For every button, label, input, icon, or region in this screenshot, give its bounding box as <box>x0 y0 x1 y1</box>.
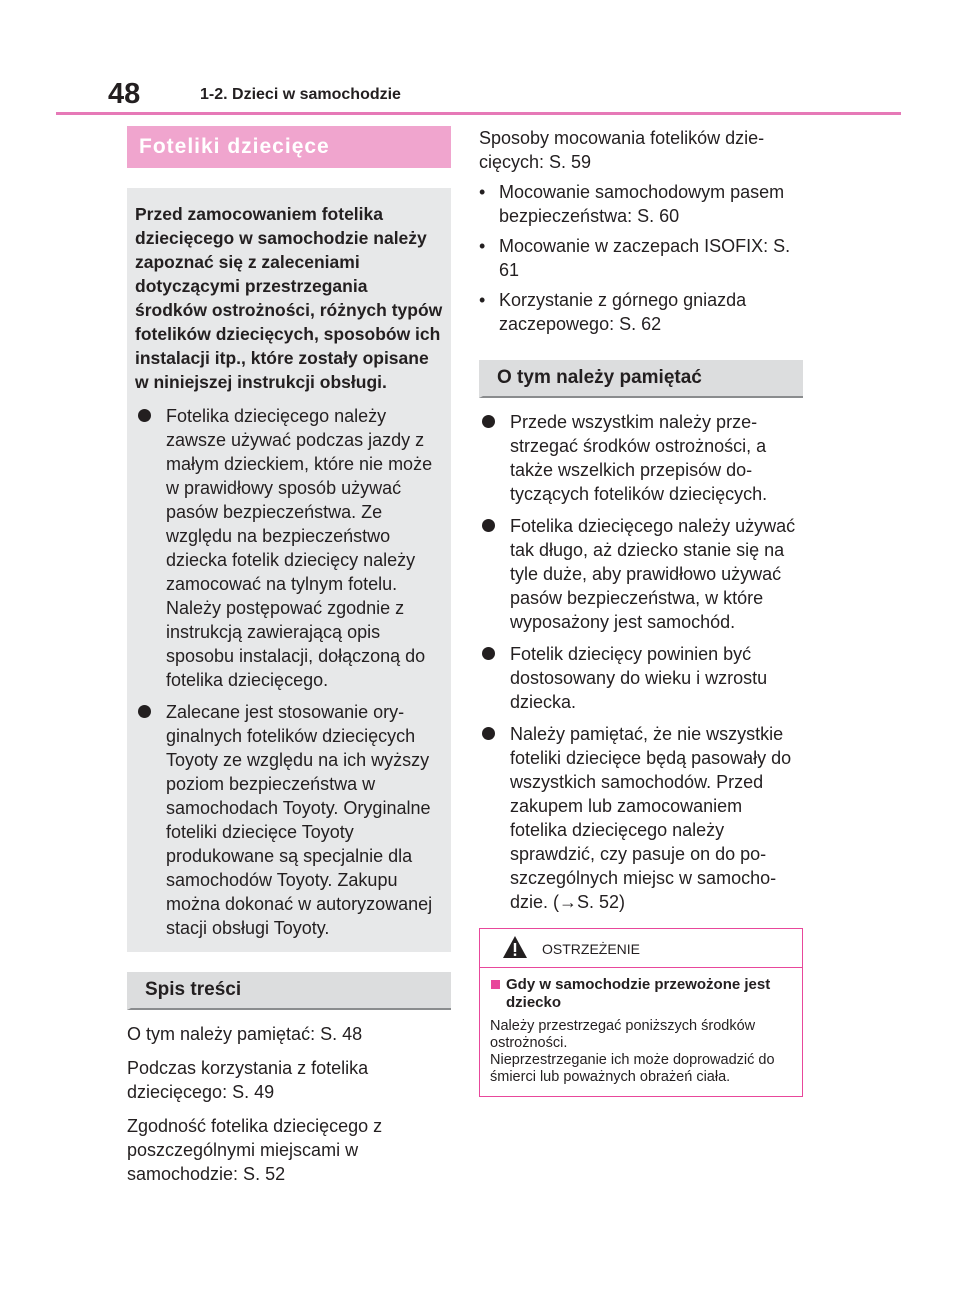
toc-title: Spis treści <box>127 972 451 1010</box>
toc-item[interactable]: O tym należy pamiętać: S. 48 <box>127 1024 363 1044</box>
remember-title: O tym należy pamiętać <box>479 360 803 398</box>
left-column <box>127 126 451 1196</box>
bullet-dot-icon <box>482 647 495 660</box>
bullet-text: Fotelika dziecięcego należy zawsze używać podczas jazdy z małym dzieckiem, które nie może w prawidłowy sposób używać pasów bezpieczeństwa. Ze względu na bezpieczeństwo dziecka fotelik dziecięcy należy zamocować na tylnym fotelu. Należy postępować zgodnie z instrukcją zawierającą opis sposobu instalacji, dołączoną do fotelika dziecięcego. <box>166 406 433 690</box>
bullet-dot-icon <box>138 409 151 422</box>
warning-box <box>479 928 803 1097</box>
warning-subtitle-text: Gdy w samochodzie przewożone jest dziecko <box>506 976 771 1011</box>
warning-header <box>480 929 802 968</box>
page-number: 48 <box>108 78 141 110</box>
list-item[interactable] <box>479 288 803 336</box>
bullet-text: Przede wszystkim należy przestrzegać środków ostrożności, a także wszelkich przepisów dotyczących fotelików dziecięcych. <box>510 412 768 504</box>
list-item-text: Mocowanie w zaczepach ISOFIX: S. 61 <box>499 236 791 280</box>
bullet-dot-icon <box>482 415 495 428</box>
bullet-marker: • <box>479 236 486 256</box>
header-divider <box>56 112 901 115</box>
intro-box <box>127 188 451 952</box>
list-item <box>135 700 443 940</box>
intro-text: Przed zamocowaniem fotelika dziecięcego w samochodzie należy zapoznać się z zaleceniami dotyczącymi przestrzegania środków ostrożności, różnych typów fotelików dziecięcych, sposobów ich instalacji itp., które zostały opisane w niniejszej instrukcji obsługi. <box>135 204 443 392</box>
bullet-text: Fotelik dziecięcy powinien być dostosowany do wieku i wzrostu dziecka. <box>510 644 768 712</box>
bullet-dot-icon <box>138 705 151 718</box>
list-item-text: Korzystanie z górnego gniazda zaczepowego: S. 62 <box>499 290 747 334</box>
toc-item[interactable]: Podczas korzystania z fotelika dziecięcego: S. 49 <box>127 1058 369 1102</box>
list-item-text: Mocowanie samochodowym pasem bezpieczeństwa: S. 60 <box>499 182 785 226</box>
list-item <box>479 410 803 506</box>
bullet-text: Zalecane jest stosowanie oryginalnych fotelików dziecięcych Toyoty ze względu na ich wyższy poziom bezpieczeństwa w samochodach Toyoty. Oryginalne foteliki dziecięce Toyoty produkowane są specjalnie dla samochodów Toyoty. Zakupu można dokonać w autoryzowanej stacji obsługi Toyoty. <box>166 702 433 938</box>
list-item[interactable] <box>479 234 803 282</box>
warning-body <box>480 968 802 1096</box>
right-column <box>479 126 803 1097</box>
bullet-marker: • <box>479 290 486 310</box>
warning-text: Nieprzestrzeganie ich może doprowadzić do śmierci lub poważnych obrażeń ciała. <box>490 1052 775 1085</box>
list-item <box>135 404 443 692</box>
list-item <box>479 722 803 914</box>
list-item <box>479 514 803 634</box>
warning-text: Należy przestrzegać poniższych środków ostrożności. <box>490 1018 756 1051</box>
warning-triangle-icon <box>502 935 528 959</box>
bullet-text: Należy pamiętać, że nie wszystkie foteliki dziecięce będą pasowały do wszystkich samochodów. Przed zakupem lub zamocowaniem fotelika dziecięcego należy sprawdzić, czy pasuje on do poszczególnych miejsc w samochodzie. (→S. 52) <box>510 724 792 912</box>
mounting-intro[interactable]: Sposoby mocowania fotelików dziecięcych: S. 59 <box>479 128 765 172</box>
section-title: Foteliki dziecięce <box>127 126 451 168</box>
list-item <box>479 642 803 714</box>
warning-label: OSTRZEŻENIE <box>542 941 641 957</box>
chapter-title: 1-2. Dzieci w samochodzie <box>200 86 401 103</box>
bullet-marker: • <box>479 182 486 202</box>
warning-subtitle <box>490 976 792 1012</box>
list-item[interactable] <box>479 180 803 228</box>
bullet-text: Fotelika dziecięcego należy używać tak długo, aż dziecko stanie się na tyle duże, aby prawidłowo używać pasów bezpieczeństwa, w które wyposażony jest samochód. <box>510 516 796 632</box>
toc-item[interactable]: Zgodność fotelika dziecięcego z poszczególnymi miejscami w samochodzie: S. 52 <box>127 1116 383 1184</box>
page-header <box>0 0 960 118</box>
bullet-dot-icon <box>482 727 495 740</box>
pink-square-icon <box>491 980 500 989</box>
bullet-dot-icon <box>482 519 495 532</box>
